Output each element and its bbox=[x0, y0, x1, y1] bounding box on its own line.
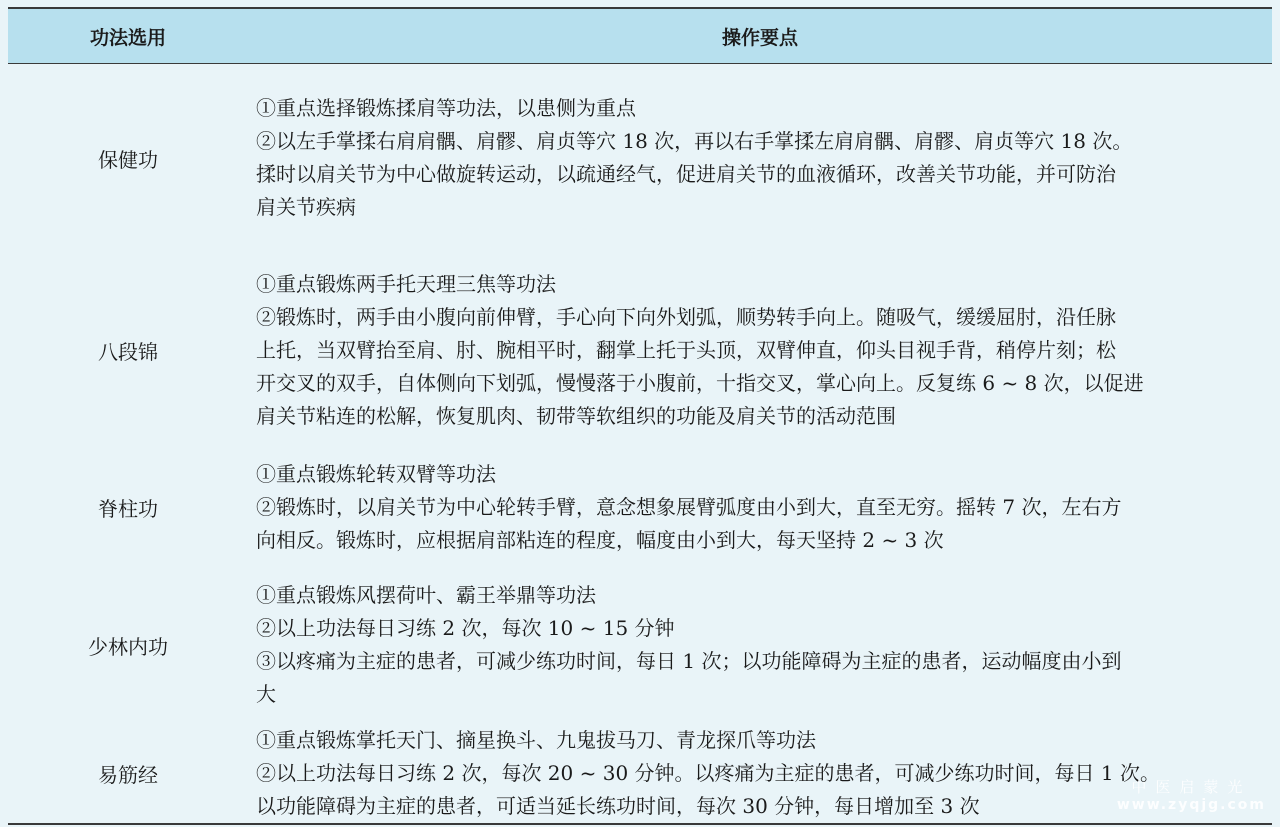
text-line: ②锻炼时，两手由小腹向前伸臂，手心向下向外划弧，顺势转手向上。随吸气，缓缓屈肘，沿任脉 bbox=[256, 304, 1116, 329]
text-line: 肩关节疾病 bbox=[256, 195, 356, 219]
text-line: 向相反。锻炼时，应根据肩部粘连的程度，幅度由小到大，每天坚持 2 ~ 3 次 bbox=[256, 527, 944, 552]
text-line: ②以左手掌揉右肩肩髃、肩髎、肩贞等穴 18 次，再以右手掌揉左肩肩髃、肩髎、肩贞等穴 18 次。 bbox=[256, 129, 1133, 153]
text-line: ①重点锻炼轮转双臂等功法 bbox=[256, 461, 496, 486]
text-line: 开交叉的双手，自体侧向下划弧，慢慢落于小腹前，十指交叉，掌心向上。反复练 6 ~ 8 次，以促进 bbox=[256, 370, 1144, 395]
method-name: 少林内功 bbox=[88, 634, 168, 659]
method-name: 易筋经 bbox=[98, 762, 158, 787]
text-line: ①重点选择锻炼揉肩等功法，以患侧为重点 bbox=[256, 96, 636, 120]
table-row bbox=[8, 566, 1272, 724]
header-key-points: 操作要点 bbox=[721, 26, 798, 49]
text-line: 上托，当双臂抬至肩、肘、腕相平时，翻掌上托于头顶，双臂伸直，仰头目视手背，稍停片刻；松 bbox=[256, 337, 1116, 362]
text-line: 以功能障碍为主症的患者，可适当延长练功时间，每次 30 分钟，每日增加至 3 次 bbox=[256, 793, 980, 818]
text-line: ①重点锻炼两手托天理三焦等功法 bbox=[256, 271, 556, 296]
method-name: 脊柱功 bbox=[98, 496, 158, 521]
header-method: 功法选用 bbox=[89, 26, 166, 49]
text-line: ①重点锻炼掌托天门、摘星换斗、九鬼拔马刀、青龙探爪等功法 bbox=[256, 727, 816, 752]
table-row bbox=[8, 724, 1272, 822]
watermark bbox=[1117, 776, 1266, 813]
table-header bbox=[8, 9, 1272, 64]
table-row bbox=[8, 64, 1272, 252]
key-points bbox=[248, 458, 1272, 557]
key-points bbox=[248, 579, 1272, 711]
text-line: 肩关节粘连的松解，恢复肌肉、韧带等软组织的功能及肩关节的活动范围 bbox=[256, 403, 896, 428]
method-name: 保健功 bbox=[98, 147, 158, 172]
watermark-name: 中医启蒙光 bbox=[1131, 778, 1252, 796]
key-points bbox=[248, 92, 1272, 224]
text-line: ②锻炼时，以肩关节为中心轮转手臂，意念想象展臂弧度由小到大，直至无穷。摇转 7 次，左右方 bbox=[256, 494, 1122, 519]
watermark-url: www.zyqjg.com bbox=[1116, 797, 1266, 813]
text-line: 大 bbox=[256, 682, 276, 706]
table-row bbox=[8, 252, 1272, 448]
method-name: 八段锦 bbox=[98, 339, 158, 364]
text-line: ③以疼痛为主症的患者，可减少练功时间，每日 1 次；以功能障碍为主症的患者，运动幅度由小到 bbox=[256, 649, 1122, 673]
text-line: ①重点锻炼风摆荷叶、霸王举鼎等功法 bbox=[256, 583, 596, 607]
table-row bbox=[8, 448, 1272, 566]
text-line: ②以上功法每日习练 2 次，每次 20 ~ 30 分钟。以疼痛为主症的患者，可减少练功时间，每日 1 次。 bbox=[256, 760, 1160, 785]
text-line: ②以上功法每日习练 2 次，每次 10 ~ 15 分钟 bbox=[256, 616, 675, 640]
key-points bbox=[248, 268, 1272, 433]
exercise-table bbox=[8, 7, 1272, 825]
text-line: 揉时以肩关节为中心做旋转运动，以疏通经气，促进肩关节的血液循环，改善关节功能，并可防治 bbox=[256, 162, 1116, 186]
